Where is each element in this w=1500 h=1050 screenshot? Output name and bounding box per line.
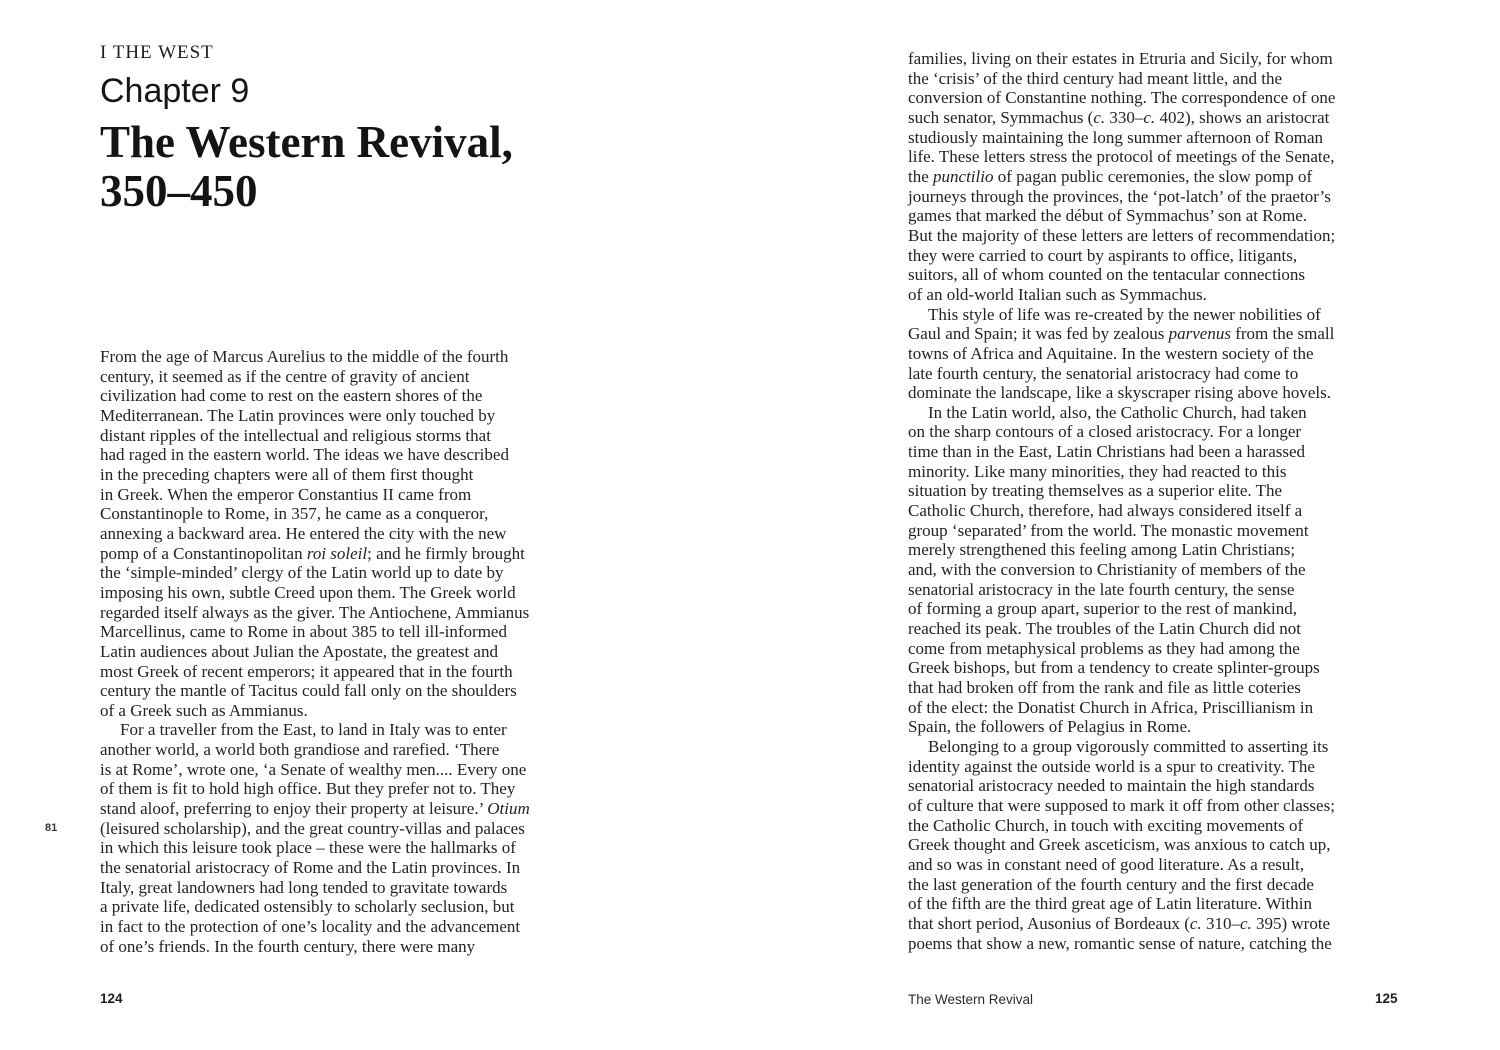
paragraph: In the Latin world, also, the Catholic Church, had taken on the sharp contours of a closed aristocracy. For a longer time than in the East, Latin Christians had been a harassed minority. Like many minorities, they had reacted to this situation by treating themselves as a superior elite. The Catholic Church, therefore, had always considered itself a group ‘separated’ from the world. The monastic movement merely strengthened this feeling among Latin Christians; and, with the conversion to Christianity of members of the senatorial aristocracy in the late fourth century, the sense of forming a group apart, superior to the rest of mankind, reached its peak. The troubles of the Latin Church did not come from metaphysical problems as they had among the Greek bishops, but from a tendency to create splinter-groups that had broken off from the rank and file as little coteries of the elect: the Donatist Church in Africa, Priscillianism in Spain, the followers of Pelagius in Rome. — [908, 402, 1320, 737]
paragraph: Belonging to a group vigorously committed to asserting its identity against the outside world is a spur to creativity. The senatorial aristocracy needed to maintain the high standards of culture that were supposed to mark it off from other classes; the Catholic Church, in touch with exciting movements of Greek thought and Greek asceticism, was anxious to catch up, and so was in constant need of good literature. As a result, the last generation of the fourth century and the first decade of the fifth are the third great age of Latin literature. Within that short period, Ausonius of Bordeaux (c. 310–c. 395) wrote poems that show a new, romantic sense of nature, catching the — [908, 736, 1335, 953]
paragraph: families, living on their estates in Etruria and Sicily, for whom the ‘crisis’ of the third century had meant little, and the conversion of Constantine nothing. The correspondence of one such senator, Symmachus (c. 330–c. 402), shows an aristocrat studiously maintaining the long summer afternoon of Roman life. These letters stress the protocol of meetings of the Senate, the punctilio of pagan public ceremonies, the slow pomp of journeys through the provinces, the ‘pot-latch’ of the praetor’s games that marked the début of Symmachus’ son at Rome. But the majority of these letters are letters of recommendation; they were carried to court by aspirants to office, litigants, suitors, all of whom counted on the tentacular connections of an old-world Italian such as Symmachus. — [908, 49, 1336, 304]
left-page-body-text — [100, 347, 660, 956]
right-page-number: 125 — [1375, 991, 1398, 1006]
paragraph: From the age of Marcus Aurelius to the middle of the fourth century, it seemed as if the centre of gravity of ancient civilization had come to rest on the eastern shores of the Mediterranean. The Latin provinces were only touched by distant ripples of the intellectual and religious storms that had raged in the eastern world. The ideas we have described in the preceding chapters were all of them first thought in Greek. When the emperor Constantius II came from Constantinople to Rome, in 357, he came as a conqueror, annexing a backward area. He entered the city with the new pomp of a Constantinopolitan roi soleil; and he firmly brought the ‘simple-minded’ clergy of the Latin world up to date by imposing his own, subtle Creed upon them. The Greek world regarded itself always as the giver. The Antiochene, Ammianus Marcellinus, came to Rome in about 385 to tell ill-informed Latin audiences about Julian the Apostate, the greatest and most Greek of recent emperors; it appeared that in the fourth century the mantle of Tacitus could fall only on the shoulders of a Greek such as Ammianus. — [100, 347, 530, 720]
chapter-title-line-1: The Western Revival, — [100, 117, 513, 167]
margin-note-illustration-ref: 81 — [45, 822, 58, 834]
paragraph: This style of life was re-created by the newer nobilities of Gaul and Spain; it was fed by zealous parvenus from the small towns of Africa and Aquitaine. In the western society of the late fourth century, the senatorial aristocracy had come to dominate the landscape, like a skyscraper rising above hovels. — [908, 304, 1335, 403]
right-page-body-text — [908, 49, 1468, 953]
running-footer-title: The Western Revival — [908, 992, 1034, 1007]
chapter-title — [100, 118, 660, 216]
paragraph: For a traveller from the East, to land in Italy was to enter another world, a world both grandiose and rarefied. ‘There is at Rome’, wrote one, ‘a Senate of wealthy men.... Every one of them is fit to hold high office. But they prefer not to. They stand aloof, preferring to enjoy their property at leisure.’ Otium (leisured scholarship), and the great country-villas and palaces in which this leisure took place – these were the hallmarks of the senatorial aristocracy of Rome and the Latin provinces. In Italy, great landowners had long tended to gravitate towards a private life, dedicated ostensibly to scholarly seclusion, but in fact to the protection of one’s locality and the advancement of one’s friends. In the fourth century, there were many — [100, 720, 530, 956]
chapter-number: Chapter 9 — [100, 72, 250, 110]
part-label: I THE WEST — [100, 42, 214, 63]
chapter-title-line-2: 350–450 — [100, 166, 258, 216]
left-page-number: 124 — [100, 991, 123, 1006]
chapter-header — [100, 42, 660, 216]
